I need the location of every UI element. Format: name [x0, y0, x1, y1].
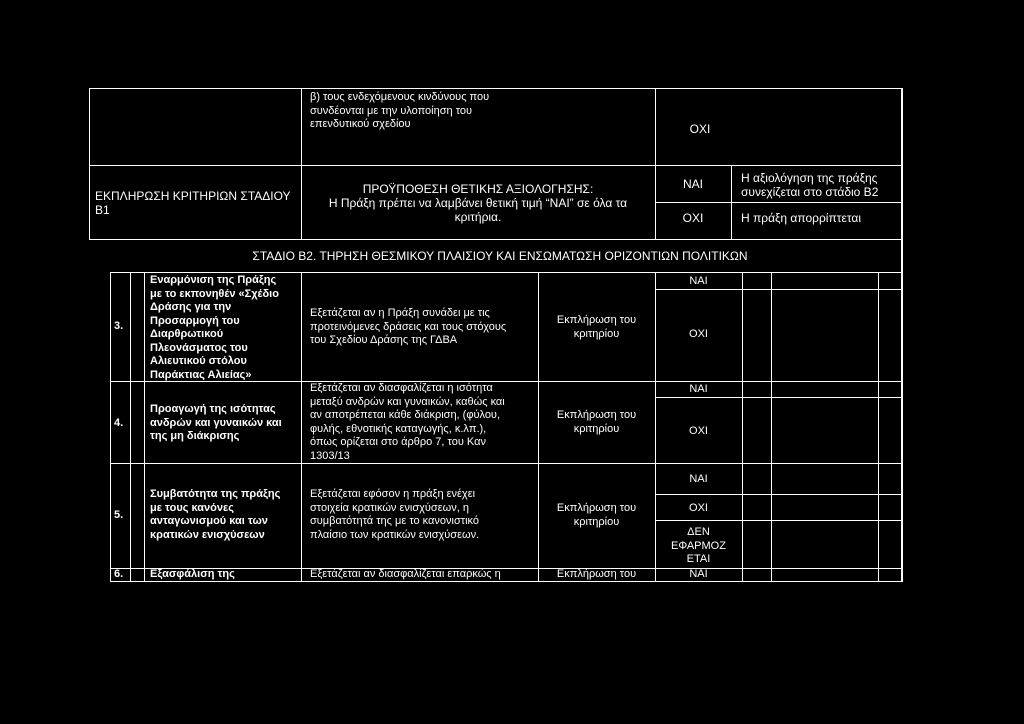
stage-b2-title: ΣΤΑΔΙΟ Β2. ΤΗΡΗΣΗ ΘΕΣΜΙΚΟΥ ΠΛΑΙΣΙΟΥ ΚΑΙ ΕΝΣΩΜΑΤΩΣΗ ΟΡΙΖΟΝΤΙΩΝ ΠΟΛΙΤΙΚΩΝ: [252, 249, 748, 263]
criterion-method: Εκπλήρωση του κριτηρίου: [556, 314, 637, 340]
risk-answer: ΟΧΙ: [689, 122, 711, 136]
row-number: 5.: [114, 509, 124, 521]
table-border-top: [90, 88, 902, 89]
b1-label: ΕΚΠΛΗΡΩΣΗ ΚΡΙΤΗΡΙΩΝ ΣΤΑΔΙΟΥ Β1: [95, 189, 291, 217]
b1-yes-result: Η αξιολόγηση της πράξης συνεχίζεται στο στάδιο Β2: [741, 171, 879, 199]
row-number: 3.: [114, 320, 124, 332]
option-yes: ΝΑΙ: [689, 568, 708, 580]
option-yes: ΝΑΙ: [689, 383, 708, 395]
row-divider: [110, 272, 902, 273]
criterion-method: Εκπλήρωση του: [556, 568, 637, 580]
row-divider: [110, 463, 902, 464]
col-divider: [878, 272, 879, 582]
row-number: 4.: [114, 417, 124, 429]
criterion-title: Εναρμόνιση της Πράξης με το εκπονηθέν «Σχέδιο Δράσης για την Προσαρμογή του Διαρθρωτικού Πλεονάσματος του Αλιευτικού στόλου Παράκτιας Αλιείας»: [150, 274, 279, 381]
col-divider: [144, 272, 145, 582]
option-no: ΟΧΙ: [689, 328, 708, 340]
b1-no-result: Η πράξη απορρίπτεται: [741, 211, 862, 225]
col-divider: [771, 272, 772, 582]
row-divider: [655, 520, 902, 521]
criterion-method: Εκπλήρωση του κριτηρίου: [556, 502, 637, 528]
table-border-left: [89, 88, 90, 240]
col-divider: [301, 272, 302, 582]
criterion-description: Εξετάζεται εφόσον η πράξη ενέχει στοιχεία κρατικών ενισχύσεων, η συμβατότητά της με το κανονιστικό πλαίσιο των κρατικών ενισχύσεων.: [310, 488, 480, 541]
option-yes: ΝΑΙ: [689, 473, 708, 485]
criterion-title: Προαγωγή της ισότητας ανδρών και γυναικών και της μη διάκρισης: [150, 403, 282, 442]
criterion-description: Εξετάζεται αν διασφαλίζεται επαρκώς η: [310, 568, 501, 580]
b1-yes: ΝΑΙ: [682, 177, 703, 191]
option-no: ΟΧΙ: [689, 425, 708, 437]
col-divider: [130, 272, 131, 582]
row-number: 6.: [114, 568, 124, 580]
criterion-title: Εξασφάλιση της: [150, 568, 235, 580]
row-divider: [655, 397, 902, 398]
risk-text: β) τους ενδεχόμενους κινδύνους που συνδέονται με την υλοποίηση του επενδυτικού σχεδίου: [310, 91, 490, 130]
table-border-right: [901, 88, 903, 582]
criterion-description: Εξετάζεται αν διασφαλίζεται η ισότητα μεταξύ ανδρών και γυναικών, καθώς και αν αποτρέπεται κάθε διάκριση, (φύλου, φυλής, εθνοτικής καταγωγής, κ.λπ.), όπως ορίζεται στο άρθρο 7, του Καν 1303/13: [310, 382, 505, 462]
col-divider: [742, 272, 743, 582]
option-not-applicable: ΔΕΝ ΕΦΑΡΜΟΖ ΕΤΑΙ: [671, 526, 726, 565]
row-divider: [655, 494, 902, 495]
row-divider: [90, 165, 902, 166]
row-divider: [655, 202, 902, 203]
criterion-description: Εξετάζεται αν η Πράξη συνάδει με τις προτεινόμενες δράσεις και τους στόχους του Σχεδίου Δράσης της ΓΔΒΑ: [310, 307, 507, 346]
table-border-left: [110, 272, 111, 582]
b1-condition: ΠΡΟΫΠΟΘΕΣΗ ΘΕΤΙΚΗΣ ΑΞΙΟΛΟΓΗΣΗΣ: Η Πράξη πρέπει να λαμβάνει θετική τιμή “ΝΑΙ” σε όλα τα κριτήρια.: [328, 182, 628, 224]
option-yes: ΝΑΙ: [689, 275, 708, 287]
b1-no: ΟΧΙ: [682, 211, 704, 225]
row-divider: [655, 289, 902, 290]
row-divider: [90, 239, 902, 240]
criterion-method: Εκπλήρωση του κριτηρίου: [556, 409, 637, 435]
criterion-title: Συμβατότητα της πράξης με τους κανόνες ανταγωνισμού και των κρατικών ενισχύσεων: [150, 488, 281, 541]
col-divider: [731, 165, 732, 240]
option-no: ΟΧΙ: [689, 502, 708, 514]
